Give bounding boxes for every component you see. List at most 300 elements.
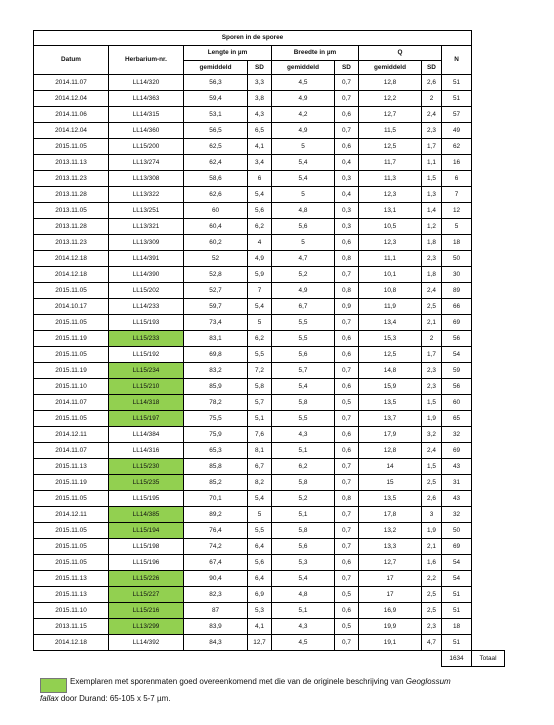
cell-q-sd: 2,4 <box>422 443 442 459</box>
cell-q-gemiddeld: 14,8 <box>359 363 422 379</box>
cell-breedte-gemiddeld: 5,6 <box>272 347 335 363</box>
blank-cell <box>472 91 505 107</box>
cell-herbarium-nr: LL13/322 <box>109 187 184 203</box>
table-row <box>34 459 505 475</box>
subheader-lengte-sd: SD <box>248 61 272 75</box>
table-row <box>34 379 505 395</box>
cell-herbarium-nr: LL15/210 <box>109 379 184 395</box>
cell-lengte-gemiddeld: 52 <box>184 251 248 267</box>
cell-herbarium-nr: LL15/226 <box>109 571 184 587</box>
cell-breedte-gemiddeld: 6,2 <box>272 459 335 475</box>
cell-breedte-gemiddeld: 4,9 <box>272 123 335 139</box>
cell-q-gemiddeld: 13,3 <box>359 539 422 555</box>
blank-cell <box>472 635 505 651</box>
cell-herbarium-nr: LL15/192 <box>109 347 184 363</box>
total-value: 1634 <box>442 651 472 667</box>
cell-breedte-sd: 0,6 <box>335 331 359 347</box>
cell-lengte-gemiddeld: 52,8 <box>184 267 248 283</box>
cell-q-gemiddeld: 12,3 <box>359 235 422 251</box>
cell-datum: 2015.11.05 <box>34 315 109 331</box>
cell-herbarium-nr: LL14/316 <box>109 443 184 459</box>
cell-datum: 2014.11.07 <box>34 75 109 91</box>
cell-q-sd: 2,4 <box>422 283 442 299</box>
cell-herbarium-nr: LL14/233 <box>109 299 184 315</box>
table-row <box>34 251 505 267</box>
cell-datum: 2014.11.06 <box>34 107 109 123</box>
cell-lengte-sd: 5,5 <box>248 523 272 539</box>
cell-n: 65 <box>442 411 472 427</box>
cell-breedte-gemiddeld: 5,4 <box>272 171 335 187</box>
cell-n: 50 <box>442 251 472 267</box>
cell-lengte-gemiddeld: 67,4 <box>184 555 248 571</box>
cell-q-sd: 4,7 <box>422 635 442 651</box>
cell-breedte-sd: 0,7 <box>335 523 359 539</box>
cell-q-gemiddeld: 10,1 <box>359 267 422 283</box>
cell-q-sd: 2,1 <box>422 539 442 555</box>
cell-lengte-sd: 6,2 <box>248 331 272 347</box>
table-row <box>34 443 505 459</box>
blank-cell <box>472 203 505 219</box>
cell-lengte-sd: 5,5 <box>248 347 272 363</box>
cell-q-sd: 2,3 <box>422 363 442 379</box>
cell-lengte-gemiddeld: 52,7 <box>184 283 248 299</box>
cell-q-sd: 1,9 <box>422 411 442 427</box>
cell-q-gemiddeld: 16,9 <box>359 603 422 619</box>
cell-lengte-gemiddeld: 69,8 <box>184 347 248 363</box>
cell-breedte-sd: 0,5 <box>335 619 359 635</box>
cell-lengte-sd: 5 <box>248 315 272 331</box>
cell-lengte-gemiddeld: 56,5 <box>184 123 248 139</box>
cell-q-gemiddeld: 10,8 <box>359 283 422 299</box>
cell-lengte-sd: 5,4 <box>248 299 272 315</box>
cell-q-gemiddeld: 19,1 <box>359 635 422 651</box>
cell-n: 59 <box>442 363 472 379</box>
table-row <box>34 571 505 587</box>
footnote-text <box>40 673 510 707</box>
cell-datum: 2015.11.10 <box>34 603 109 619</box>
cell-herbarium-nr: LL14/315 <box>109 107 184 123</box>
blank-cell <box>472 379 505 395</box>
cell-q-gemiddeld: 17 <box>359 587 422 603</box>
total-label: Totaal <box>472 651 505 667</box>
cell-lengte-sd: 4,9 <box>248 251 272 267</box>
cell-lengte-sd: 3,4 <box>248 155 272 171</box>
blank-cell <box>472 555 505 571</box>
cell-breedte-sd: 0,8 <box>335 251 359 267</box>
cell-breedte-gemiddeld: 5,1 <box>272 507 335 523</box>
cell-q-gemiddeld: 12,5 <box>359 139 422 155</box>
cell-datum: 2015.11.19 <box>34 331 109 347</box>
cell-q-sd: 1,5 <box>422 395 442 411</box>
blank-cell <box>472 587 505 603</box>
cell-lengte-sd: 6 <box>248 171 272 187</box>
cell-lengte-sd: 6,4 <box>248 539 272 555</box>
cell-lengte-sd: 4,1 <box>248 619 272 635</box>
cell-lengte-gemiddeld: 85,9 <box>184 379 248 395</box>
cell-breedte-gemiddeld: 5,8 <box>272 395 335 411</box>
table-row <box>34 635 505 651</box>
cell-q-gemiddeld: 15,3 <box>359 331 422 347</box>
cell-lengte-gemiddeld: 56,3 <box>184 75 248 91</box>
cell-lengte-sd: 6,9 <box>248 587 272 603</box>
blank-cell <box>472 171 505 187</box>
cell-n: 5 <box>442 219 472 235</box>
table-row <box>34 603 505 619</box>
cell-datum: 2013.11.23 <box>34 235 109 251</box>
cell-q-gemiddeld: 15,9 <box>359 379 422 395</box>
blank-cell <box>472 107 505 123</box>
cell-breedte-gemiddeld: 5,5 <box>272 315 335 331</box>
cell-datum: 2014.11.07 <box>34 395 109 411</box>
cell-datum: 2015.11.19 <box>34 475 109 491</box>
cell-q-gemiddeld: 15 <box>359 475 422 491</box>
cell-n: 18 <box>442 619 472 635</box>
cell-breedte-gemiddeld: 5,6 <box>272 539 335 555</box>
cell-datum: 2015.11.13 <box>34 571 109 587</box>
cell-lengte-gemiddeld: 60,4 <box>184 219 248 235</box>
header-herbarium: Herbarium-nr. <box>109 46 184 75</box>
cell-breedte-sd: 0,6 <box>335 347 359 363</box>
cell-n: 66 <box>442 299 472 315</box>
cell-herbarium-nr: LL15/198 <box>109 539 184 555</box>
cell-breedte-gemiddeld: 4,5 <box>272 75 335 91</box>
blank-cell <box>472 395 505 411</box>
cell-datum: 2015.11.05 <box>34 283 109 299</box>
table-row <box>34 411 505 427</box>
cell-n: 18 <box>442 235 472 251</box>
blank-cell <box>472 459 505 475</box>
cell-lengte-gemiddeld: 74,2 <box>184 539 248 555</box>
cell-n: 12 <box>442 203 472 219</box>
cell-breedte-sd: 0,3 <box>335 203 359 219</box>
cell-breedte-gemiddeld: 4,7 <box>272 251 335 267</box>
cell-breedte-sd: 0,6 <box>335 139 359 155</box>
cell-lengte-gemiddeld: 84,3 <box>184 635 248 651</box>
cell-breedte-sd: 0,8 <box>335 491 359 507</box>
cell-datum: 2015.11.05 <box>34 491 109 507</box>
cell-lengte-gemiddeld: 73,4 <box>184 315 248 331</box>
cell-breedte-gemiddeld: 5,8 <box>272 523 335 539</box>
cell-datum: 2015.11.05 <box>34 523 109 539</box>
cell-q-gemiddeld: 11,9 <box>359 299 422 315</box>
subheader-lengte-gemiddeld: gemiddeld <box>184 61 248 75</box>
cell-lengte-gemiddeld: 59,4 <box>184 91 248 107</box>
cell-herbarium-nr: LL13/308 <box>109 171 184 187</box>
blank-cell <box>472 235 505 251</box>
blank-cell <box>472 443 505 459</box>
cell-q-sd: 2,5 <box>422 587 442 603</box>
table-row <box>34 155 505 171</box>
cell-q-gemiddeld: 19,9 <box>359 619 422 635</box>
cell-n: 69 <box>442 539 472 555</box>
cell-q-sd: 2,5 <box>422 299 442 315</box>
cell-datum: 2014.12.04 <box>34 91 109 107</box>
cell-lengte-gemiddeld: 78,2 <box>184 395 248 411</box>
blank-cell <box>472 427 505 443</box>
cell-lengte-gemiddeld: 85,2 <box>184 475 248 491</box>
blank-cell <box>34 651 442 667</box>
blank-cell <box>472 507 505 523</box>
cell-breedte-gemiddeld: 5 <box>272 187 335 203</box>
cell-q-sd: 1,9 <box>422 523 442 539</box>
cell-lengte-sd: 5,9 <box>248 267 272 283</box>
cell-breedte-gemiddeld: 4,3 <box>272 619 335 635</box>
cell-breedte-gemiddeld: 5,3 <box>272 555 335 571</box>
cell-lengte-sd: 3,8 <box>248 91 272 107</box>
cell-herbarium-nr: LL15/196 <box>109 555 184 571</box>
cell-q-gemiddeld: 13,2 <box>359 523 422 539</box>
cell-q-sd: 3,2 <box>422 427 442 443</box>
cell-herbarium-nr: LL14/391 <box>109 251 184 267</box>
header-breedte: Breedte in µm <box>272 46 359 61</box>
cell-n: 16 <box>442 155 472 171</box>
cell-breedte-gemiddeld: 5,4 <box>272 155 335 171</box>
cell-herbarium-nr: LL14/318 <box>109 395 184 411</box>
cell-herbarium-nr: LL15/235 <box>109 475 184 491</box>
table-row <box>34 107 505 123</box>
cell-breedte-sd: 0,6 <box>335 107 359 123</box>
cell-lengte-sd: 4,3 <box>248 107 272 123</box>
cell-herbarium-nr: LL15/227 <box>109 587 184 603</box>
cell-lengte-gemiddeld: 62,6 <box>184 187 248 203</box>
cell-herbarium-nr: LL15/193 <box>109 315 184 331</box>
cell-breedte-sd: 0,7 <box>335 75 359 91</box>
cell-n: 56 <box>442 331 472 347</box>
cell-breedte-gemiddeld: 4,8 <box>272 203 335 219</box>
table-row <box>34 219 505 235</box>
cell-lengte-gemiddeld: 83,9 <box>184 619 248 635</box>
cell-lengte-sd: 7,2 <box>248 363 272 379</box>
cell-q-sd: 1,5 <box>422 459 442 475</box>
table-row <box>34 507 505 523</box>
subheader-q-gemiddeld: gemiddeld <box>359 61 422 75</box>
cell-lengte-gemiddeld: 53,1 <box>184 107 248 123</box>
cell-breedte-sd: 0,7 <box>335 267 359 283</box>
cell-lengte-sd: 6,2 <box>248 219 272 235</box>
table-row <box>34 619 505 635</box>
cell-n: 43 <box>442 459 472 475</box>
table-row <box>34 587 505 603</box>
blank-cell <box>472 75 505 91</box>
cell-breedte-sd: 0,6 <box>335 235 359 251</box>
blank-cell <box>472 315 505 331</box>
table-row <box>34 427 505 443</box>
cell-breedte-sd: 0,5 <box>335 587 359 603</box>
cell-lengte-sd: 7,6 <box>248 427 272 443</box>
cell-breedte-gemiddeld: 5,4 <box>272 379 335 395</box>
cell-n: 69 <box>442 443 472 459</box>
table-row <box>34 171 505 187</box>
cell-lengte-sd: 8,1 <box>248 443 272 459</box>
cell-q-gemiddeld: 12,3 <box>359 187 422 203</box>
cell-q-sd: 2,6 <box>422 75 442 91</box>
footnote-genus: Geoglossum <box>405 677 451 686</box>
cell-herbarium-nr: LL13/309 <box>109 235 184 251</box>
subheader-q-sd: SD <box>422 61 442 75</box>
cell-datum: 2015.11.13 <box>34 459 109 475</box>
cell-lengte-sd: 4,1 <box>248 139 272 155</box>
cell-q-gemiddeld: 13,7 <box>359 411 422 427</box>
cell-datum: 2015.11.19 <box>34 363 109 379</box>
cell-lengte-gemiddeld: 70,1 <box>184 491 248 507</box>
table-row <box>34 331 505 347</box>
cell-breedte-sd: 0,4 <box>335 155 359 171</box>
cell-datum: 2013.11.28 <box>34 219 109 235</box>
blank-cell <box>472 411 505 427</box>
cell-breedte-sd: 0,7 <box>335 635 359 651</box>
table-row <box>34 315 505 331</box>
blank-cell <box>472 619 505 635</box>
cell-herbarium-nr: LL15/200 <box>109 139 184 155</box>
cell-q-sd: 2,6 <box>422 491 442 507</box>
cell-lengte-sd: 5,6 <box>248 555 272 571</box>
cell-q-sd: 1,2 <box>422 219 442 235</box>
cell-breedte-gemiddeld: 4,3 <box>272 427 335 443</box>
cell-lengte-gemiddeld: 83,2 <box>184 363 248 379</box>
cell-q-gemiddeld: 12,5 <box>359 347 422 363</box>
cell-breedte-sd: 0,7 <box>335 539 359 555</box>
cell-q-gemiddeld: 13,5 <box>359 395 422 411</box>
cell-n: 51 <box>442 603 472 619</box>
cell-datum: 2013.11.28 <box>34 187 109 203</box>
cell-lengte-gemiddeld: 60,2 <box>184 235 248 251</box>
cell-breedte-sd: 0,6 <box>335 443 359 459</box>
cell-q-sd: 1,8 <box>422 267 442 283</box>
cell-breedte-sd: 0,8 <box>335 283 359 299</box>
spore-table <box>33 30 505 667</box>
cell-breedte-sd: 0,3 <box>335 219 359 235</box>
cell-n: 30 <box>442 267 472 283</box>
table-row <box>34 75 505 91</box>
cell-herbarium-nr: LL14/384 <box>109 427 184 443</box>
table-row <box>34 123 505 139</box>
table-row <box>34 363 505 379</box>
cell-q-sd: 2 <box>422 91 442 107</box>
cell-lengte-sd: 6,5 <box>248 123 272 139</box>
cell-lengte-sd: 5,6 <box>248 203 272 219</box>
cell-q-sd: 2,3 <box>422 123 442 139</box>
cell-q-sd: 2,3 <box>422 379 442 395</box>
table-row <box>34 91 505 107</box>
cell-lengte-gemiddeld: 82,3 <box>184 587 248 603</box>
cell-breedte-sd: 0,7 <box>335 363 359 379</box>
table-row <box>34 539 505 555</box>
cell-breedte-sd: 0,7 <box>335 475 359 491</box>
table-row <box>34 203 505 219</box>
cell-lengte-sd: 5,4 <box>248 187 272 203</box>
cell-lengte-sd: 5,4 <box>248 491 272 507</box>
cell-lengte-gemiddeld: 90,4 <box>184 571 248 587</box>
cell-datum: 2014.12.11 <box>34 427 109 443</box>
cell-q-sd: 1,5 <box>422 171 442 187</box>
cell-lengte-gemiddeld: 89,2 <box>184 507 248 523</box>
cell-lengte-gemiddeld: 76,4 <box>184 523 248 539</box>
table-body <box>34 75 505 651</box>
cell-breedte-gemiddeld: 4,2 <box>272 107 335 123</box>
cell-herbarium-nr: LL13/274 <box>109 155 184 171</box>
cell-breedte-sd: 0,6 <box>335 379 359 395</box>
table-row <box>34 523 505 539</box>
cell-breedte-sd: 0,7 <box>335 315 359 331</box>
cell-q-sd: 2,4 <box>422 107 442 123</box>
subheader-breedte-gemiddeld: gemiddeld <box>272 61 335 75</box>
cell-datum: 2013.11.13 <box>34 155 109 171</box>
cell-lengte-gemiddeld: 62,5 <box>184 139 248 155</box>
cell-breedte-sd: 0,7 <box>335 91 359 107</box>
cell-herbarium-nr: LL14/392 <box>109 635 184 651</box>
cell-breedte-gemiddeld: 5,6 <box>272 219 335 235</box>
cell-datum: 2015.11.05 <box>34 139 109 155</box>
cell-q-gemiddeld: 12,8 <box>359 443 422 459</box>
cell-q-sd: 1,7 <box>422 139 442 155</box>
cell-herbarium-nr: LL15/234 <box>109 363 184 379</box>
table-title: Sporen in de sporee <box>34 31 472 46</box>
cell-herbarium-nr: LL15/216 <box>109 603 184 619</box>
table-row <box>34 235 505 251</box>
cell-q-sd: 1,8 <box>422 235 442 251</box>
header-datum: Datum <box>34 46 109 75</box>
cell-breedte-gemiddeld: 5,1 <box>272 443 335 459</box>
cell-lengte-gemiddeld: 85,8 <box>184 459 248 475</box>
cell-q-sd: 2,2 <box>422 571 442 587</box>
cell-n: 51 <box>442 635 472 651</box>
cell-breedte-gemiddeld: 4,9 <box>272 91 335 107</box>
cell-n: 43 <box>442 491 472 507</box>
cell-datum: 2015.11.05 <box>34 347 109 363</box>
blank-cell <box>472 123 505 139</box>
cell-lengte-sd: 8,2 <box>248 475 272 491</box>
cell-herbarium-nr: LL14/360 <box>109 123 184 139</box>
cell-n: 57 <box>442 107 472 123</box>
cell-n: 49 <box>442 123 472 139</box>
cell-n: 54 <box>442 571 472 587</box>
footnote-species: fallax <box>40 694 59 703</box>
cell-lengte-sd: 5,3 <box>248 603 272 619</box>
cell-datum: 2014.12.18 <box>34 635 109 651</box>
cell-breedte-sd: 0,6 <box>335 427 359 443</box>
cell-lengte-sd: 6,4 <box>248 571 272 587</box>
cell-breedte-gemiddeld: 5,7 <box>272 363 335 379</box>
cell-datum: 2015.11.05 <box>34 411 109 427</box>
cell-breedte-gemiddeld: 5 <box>272 235 335 251</box>
cell-q-sd: 1,7 <box>422 347 442 363</box>
cell-datum: 2013.11.15 <box>34 619 109 635</box>
table-row <box>34 347 505 363</box>
cell-n: 51 <box>442 587 472 603</box>
cell-n: 7 <box>442 187 472 203</box>
cell-breedte-gemiddeld: 5,5 <box>272 331 335 347</box>
cell-q-sd: 2,1 <box>422 315 442 331</box>
cell-breedte-gemiddeld: 5,4 <box>272 571 335 587</box>
cell-breedte-gemiddeld: 4,9 <box>272 283 335 299</box>
cell-datum: 2014.12.04 <box>34 123 109 139</box>
cell-q-gemiddeld: 10,5 <box>359 219 422 235</box>
footnote-main: Exemplaren met sporenmaten goed overeenkomend met die van de originele beschrijving van <box>70 677 404 686</box>
footnote-tail: door Durand: 65-105 x 5-7 µm. <box>60 694 171 703</box>
cell-breedte-sd: 0,6 <box>335 555 359 571</box>
cell-datum: 2014.12.11 <box>34 507 109 523</box>
blank-cell <box>472 491 505 507</box>
blank-cell <box>472 299 505 315</box>
highlight-legend-swatch <box>40 678 67 693</box>
cell-herbarium-nr: LL15/194 <box>109 523 184 539</box>
table-row <box>34 139 505 155</box>
spore-table-sheet <box>33 30 505 667</box>
cell-breedte-sd: 0,7 <box>335 507 359 523</box>
cell-lengte-gemiddeld: 60 <box>184 203 248 219</box>
cell-n: 56 <box>442 379 472 395</box>
blank-cell <box>472 363 505 379</box>
